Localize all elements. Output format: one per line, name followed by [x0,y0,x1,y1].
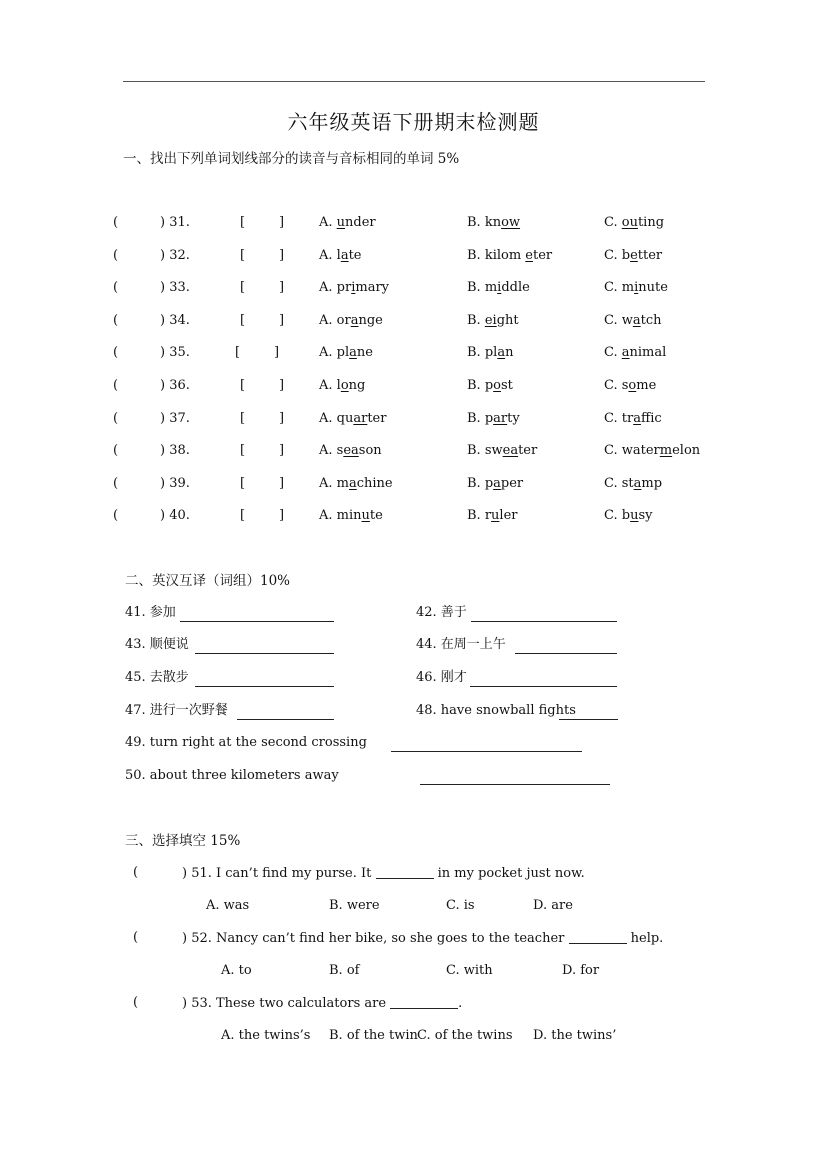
question-number: ) 31. [160,215,190,230]
choice-option[interactable]: A. was [206,898,250,913]
option-text: per [500,476,524,491]
option-c [604,345,666,361]
answer-paren-open: ( [113,345,119,360]
option-text: C. st [604,476,634,491]
underlined-letters: m [659,443,673,458]
answer-paren-open: ( [113,411,119,426]
underlined-letters: u [336,215,346,230]
phonetic-bracket-close: ] [279,508,285,523]
phonetic-bracket-close: ] [279,248,285,263]
underlined-letters: ar [353,411,368,426]
underlined-letters: a [348,476,357,491]
phonetic-bracket-open: [ [240,215,246,230]
option-text: son [358,443,382,458]
option-text: chine [356,476,393,491]
underlined-letters: e [630,248,638,263]
choice-option[interactable]: A. the twins’s [221,1028,311,1043]
underlined-letters: ar [493,411,508,426]
question-stem [182,995,462,1012]
answer-blank[interactable] [237,705,334,720]
option-b [467,476,523,492]
option-text: A. qu [319,411,354,426]
answer-paren-open: ( [113,508,119,523]
underlined-letters: ea [343,443,359,458]
underlined-letters: o [340,378,349,393]
answer-blank[interactable] [180,607,334,622]
phonetic-bracket-close: ] [279,378,285,393]
option-text: te [369,508,383,523]
phonetic-bracket-close: ] [279,215,285,230]
underlined-letters: ei [484,313,497,328]
answer-paren-open: ( [113,215,119,230]
option-a [319,378,365,394]
option-b [467,215,520,231]
underlined-letters: a [340,248,349,263]
underlined-letters: u [630,508,639,523]
fill-blank[interactable] [569,930,627,944]
underlined-letters: a [350,313,359,328]
option-text: tch [640,313,662,328]
answer-paren-open: ( [113,476,119,491]
choice-option[interactable]: C. is [446,898,475,913]
option-text: A. l [319,248,341,263]
section2-heading: 二、英汉互译（词组）10% [125,573,291,589]
option-text: B. m [467,280,498,295]
header-rule [123,81,705,82]
phonetic-bracket-close: ] [274,345,280,360]
underlined-letters: i [497,280,502,295]
option-text: B. p [467,476,494,491]
option-text: B. sw [467,443,503,458]
option-text: nge [358,313,383,328]
phonetic-bracket-open: [ [240,280,246,295]
option-text: ffic [640,411,662,426]
stem-text: ) 53. These two calculators are [182,996,391,1011]
option-c [604,476,662,492]
answer-paren-open: ( [113,280,119,295]
section3-heading: 三、选择填空 15% [125,833,241,849]
phonetic-bracket-open: [ [240,378,246,393]
phonetic-bracket-open: [ [240,411,246,426]
phonetic-bracket-open: [ [240,508,246,523]
question-number: ) 38. [160,443,190,458]
option-text: C. [604,345,622,360]
stem-text: help. [626,931,664,946]
answer-blank[interactable] [471,607,617,622]
phonetic-bracket-open: [ [235,345,241,360]
answer-blank[interactable] [470,672,617,687]
choice-option[interactable]: D. for [562,963,600,978]
underlined-letters: a [633,476,642,491]
choice-option[interactable]: B. of [329,963,360,978]
phrase-41: 41. 参加 [125,605,176,620]
underlined-letters: a [493,476,501,491]
option-text: A. [319,215,337,230]
option-a [319,345,373,361]
option-text: A. m [319,476,349,491]
option-text: B. p [467,411,494,426]
option-text: ne [356,345,373,360]
option-text: B. [467,313,485,328]
choice-option[interactable]: D. are [533,898,573,913]
option-text: C. b [604,508,631,523]
option-text: nute [638,280,668,295]
question-number: ) 36. [160,378,190,393]
choice-option[interactable]: A. to [221,963,252,978]
answer-blank[interactable] [195,639,334,654]
underlined-letters: e [525,248,533,263]
option-a [319,508,383,524]
option-text: C. s [604,378,629,393]
answer-blank[interactable] [195,672,334,687]
answer-paren-open: ( [113,248,119,263]
question-number: ) 35. [160,345,190,360]
option-text: B. r [467,508,492,523]
option-text: A. pr [319,280,352,295]
option-a [319,411,386,427]
underlined-letters: a [633,411,641,426]
option-text: ter [533,248,553,263]
question-number: ) 32. [160,248,190,263]
option-c [604,313,662,329]
option-b [467,378,513,394]
question-number: ) 40. [160,508,190,523]
fill-blank[interactable] [376,865,434,879]
answer-paren-open: ( [113,443,119,458]
answer-blank[interactable] [515,639,617,654]
option-text: B. kilom [467,248,526,263]
answer-blank[interactable] [391,737,582,752]
option-b [467,248,552,264]
option-text: ter [518,443,538,458]
underlined-letters: a [621,345,630,360]
page-title: 六年级英语下册期末检测题 [287,110,540,134]
option-text: A. min [319,508,362,523]
option-text: te [348,248,362,263]
choice-option[interactable]: B. of the twin [329,1028,418,1043]
option-c [604,508,652,524]
option-a [319,443,382,459]
fill-blank[interactable] [390,995,458,1009]
option-c [604,378,656,394]
answer-paren-open: ( [133,865,139,880]
phrase-42: 42. 善于 [416,605,467,620]
phonetic-bracket-open: [ [240,248,246,263]
option-c [604,411,662,427]
option-a [319,215,376,231]
stem-text: in my pocket just now. [433,866,585,881]
phonetic-bracket-close: ] [279,313,285,328]
phonetic-bracket-close: ] [279,280,285,295]
phrase-44: 44. 在周一上午 [416,637,506,652]
option-b [467,313,519,329]
phonetic-bracket-open: [ [240,476,246,491]
answer-blank[interactable] [420,770,610,785]
option-c [604,248,662,264]
stem-text: ) 52. Nancy can’t find her bike, so she goes to the teacher [182,931,569,946]
question-number: ) 37. [160,411,190,426]
question-number: ) 33. [160,280,190,295]
option-text: sy [638,508,653,523]
option-text: A. or [319,313,351,328]
question-number: ) 34. [160,313,190,328]
question-stem [182,865,585,882]
option-text: n [505,345,514,360]
option-text: C. b [604,248,631,263]
phrase-50: 50. about three kilometers away [125,768,339,783]
option-text: C. [604,215,622,230]
phrase-46: 46. 刚才 [416,670,467,685]
option-b [467,443,537,459]
option-text: nimal [629,345,667,360]
option-text: B. p [467,378,494,393]
option-a [319,313,383,329]
option-text: C. water [604,443,660,458]
option-c [604,443,700,459]
option-text: st [500,378,513,393]
phrase-47: 47. 进行一次野餐 [125,703,228,718]
option-b [467,345,513,361]
option-c [604,280,668,296]
answer-paren-open: ( [133,930,139,945]
option-text: ting [637,215,665,230]
phonetic-bracket-close: ] [279,443,285,458]
option-text: A. l [319,378,341,393]
option-c [604,215,664,231]
option-b [467,411,520,427]
option-text: ddle [501,280,530,295]
underlined-letters: ou [621,215,638,230]
option-text: C. tr [604,411,634,426]
phonetic-bracket-open: [ [240,443,246,458]
choice-option[interactable]: D. the twins’ [533,1028,617,1043]
choice-option[interactable]: C. with [446,963,493,978]
option-text: A. s [319,443,344,458]
phonetic-bracket-close: ] [279,476,285,491]
option-text: ler [499,508,518,523]
section1-heading: 一、找出下列单词划线部分的读音与音标相同的单词 5% [123,151,460,167]
underlined-letters: u [491,508,500,523]
option-text: me [636,378,657,393]
option-text: mary [355,280,390,295]
option-a [319,248,362,264]
underlined-letters: a [349,345,357,360]
option-a [319,476,393,492]
stem-text: ) 51. I can’t find my purse. It [182,866,376,881]
answer-paren-open: ( [113,378,119,393]
underlined-letters: u [361,508,370,523]
underlined-letters: ea [502,443,519,458]
phonetic-bracket-close: ] [279,411,285,426]
underlined-letters: a [497,345,506,360]
underlined-letters: o [493,378,501,393]
option-text: ght [496,313,519,328]
option-a [319,280,389,296]
phrase-48: 48. have snowball fights [416,703,576,718]
option-text: B. kn [467,215,502,230]
answer-blank[interactable] [559,705,618,720]
option-text: A. pl [319,345,350,360]
underlined-letters: a [632,313,641,328]
underlined-letters: i [351,280,356,295]
option-text: ng [348,378,366,393]
option-text: B. pl [467,345,498,360]
option-text: nder [345,215,376,230]
choice-option[interactable]: C. of the twins [417,1028,513,1043]
answer-paren-open: ( [113,313,119,328]
option-b [467,508,518,524]
underlined-letters: i [634,280,639,295]
underlined-letters: o [628,378,637,393]
option-text: elon [672,443,701,458]
option-text: tter [637,248,663,263]
phonetic-bracket-open: [ [240,313,246,328]
question-stem [182,930,663,947]
choice-option[interactable]: B. were [329,898,380,913]
phrase-45: 45. 去散步 [125,670,189,685]
option-text: ter [367,411,387,426]
option-text: ty [507,411,520,426]
option-b [467,280,530,296]
question-number: ) 39. [160,476,190,491]
phrase-49: 49. turn right at the second crossing [125,735,367,750]
stem-text: . [458,996,463,1011]
option-text: C. m [604,280,635,295]
option-text: mp [641,476,663,491]
phrase-43: 43. 顺便说 [125,637,189,652]
underlined-letters: ow [501,215,521,230]
answer-paren-open: ( [133,995,139,1010]
option-text: C. w [604,313,633,328]
